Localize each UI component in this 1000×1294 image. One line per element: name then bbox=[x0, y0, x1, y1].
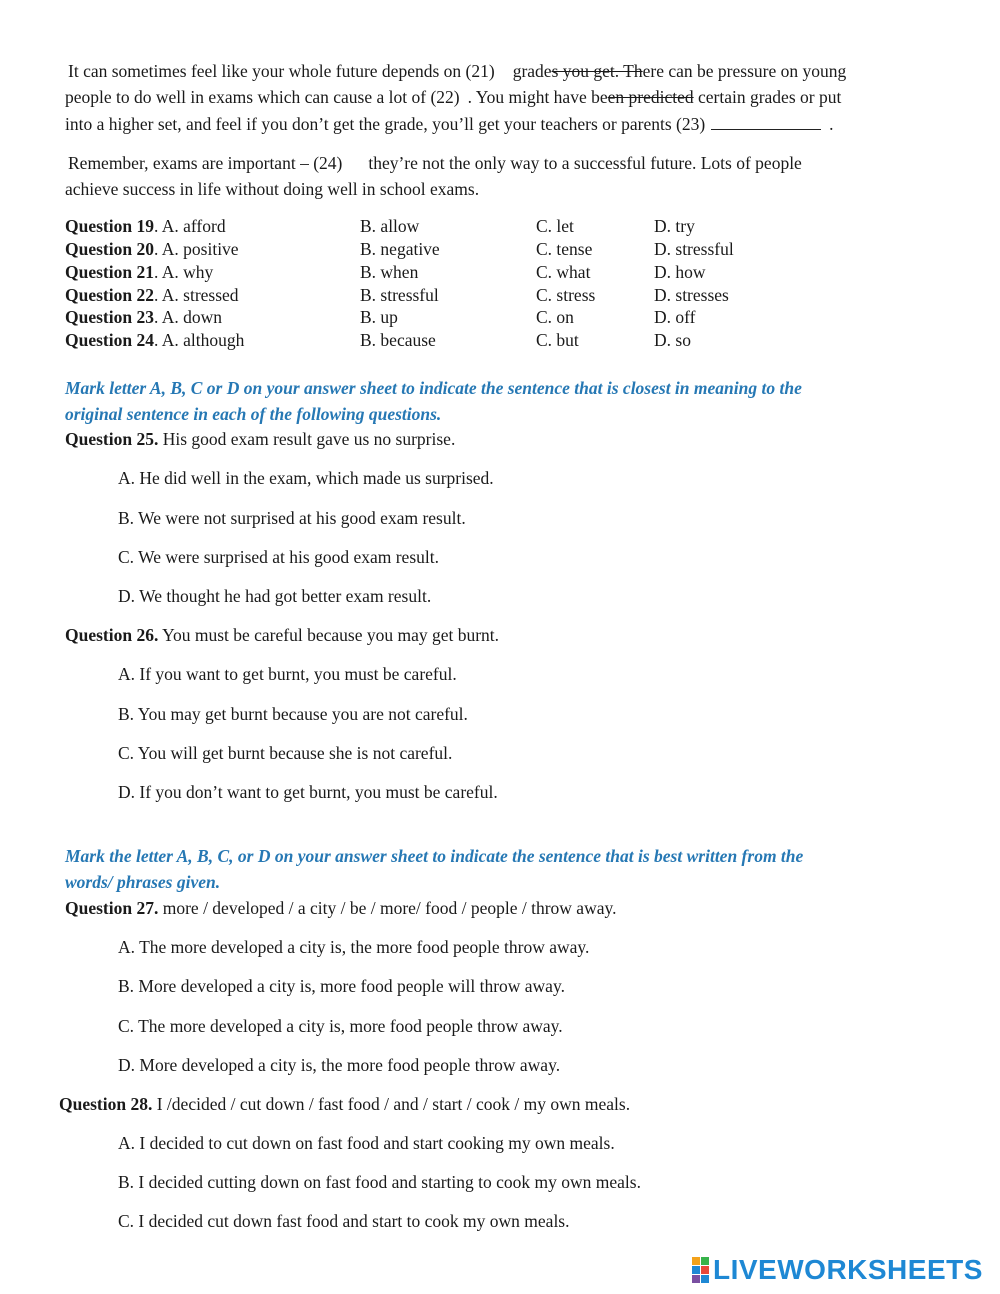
q26-option-b[interactable]: B. You may get burnt because you are not careful. bbox=[118, 704, 468, 724]
passage-line-2: people to do well in exams which can cause a lot of (22) . You might have been predicted certain grades or put bbox=[65, 87, 842, 107]
option-a[interactable]: . A. stressed bbox=[153, 285, 239, 305]
question-25-stem: Question 25. His good exam result gave us no surprise. bbox=[65, 429, 456, 449]
q25-option-d[interactable]: D. We thought he had got better exam result. bbox=[118, 586, 432, 606]
option-d[interactable]: D. how bbox=[654, 262, 706, 282]
q27-option-a[interactable]: A. The more developed a city is, the more food people throw away. bbox=[118, 937, 590, 957]
option-c[interactable]: C. but bbox=[536, 330, 579, 350]
q27-option-d[interactable]: D. More developed a city is, the more food people throw away. bbox=[118, 1055, 561, 1075]
option-b[interactable]: B. up bbox=[360, 307, 398, 327]
q28-option-a[interactable]: A. I decided to cut down on fast food and start cooking my own meals. bbox=[118, 1133, 615, 1153]
q25-option-a[interactable]: A. He did well in the exam, which made us surprised. bbox=[118, 468, 494, 488]
option-d[interactable]: D. stressful bbox=[654, 239, 734, 259]
passage-line-5: achieve success in life without doing well in school exams. bbox=[65, 179, 480, 199]
option-d[interactable]: D. off bbox=[654, 307, 696, 327]
option-d[interactable]: D. try bbox=[654, 216, 695, 236]
section-instruction-2: Mark the letter A, B, C, or D on your answer sheet to indicate the sentence that is best written from the words/ phrases given. bbox=[65, 846, 804, 892]
option-c[interactable]: C. tense bbox=[536, 239, 593, 259]
q26-option-c[interactable]: C. You will get burnt because she is not careful. bbox=[118, 743, 453, 763]
passage-line-4: Remember, exams are important – (24) they’re not the only way to a successful future. Lots of people bbox=[68, 153, 802, 173]
option-b[interactable]: B. allow bbox=[360, 216, 420, 236]
logo-mark-icon bbox=[692, 1257, 709, 1283]
option-a[interactable]: . A. why bbox=[153, 262, 214, 282]
q26-option-a[interactable]: A. If you want to get burnt, you must be careful. bbox=[118, 664, 457, 684]
option-c[interactable]: C. on bbox=[536, 307, 574, 327]
option-d[interactable]: D. so bbox=[654, 330, 691, 350]
option-a[interactable]: . A. positive bbox=[153, 239, 239, 259]
q25-option-c[interactable]: C. We were surprised at his good exam result. bbox=[118, 547, 439, 567]
option-b[interactable]: B. stressful bbox=[360, 285, 439, 305]
option-d[interactable]: D. stresses bbox=[654, 285, 729, 305]
logo-text: LIVEWORKSHEETS bbox=[713, 1254, 983, 1285]
option-c[interactable]: C. let bbox=[536, 216, 574, 236]
answer-blank-23[interactable] bbox=[711, 115, 821, 130]
q28-option-b[interactable]: B. I decided cutting down on fast food and starting to cook my own meals. bbox=[118, 1172, 641, 1192]
section-instruction-1: Mark letter A, B, C or D on your answer sheet to indicate the sentence that is closest in meaning to the original sentence in each of the following questions. bbox=[65, 378, 802, 424]
option-b[interactable]: B. negative bbox=[360, 239, 440, 259]
option-c[interactable]: C. what bbox=[536, 262, 591, 282]
question-27-stem: Question 27. more / developed / a city / be / more/ food / people / throw away. bbox=[65, 898, 617, 918]
q27-option-b[interactable]: B. More developed a city is, more food people will throw away. bbox=[118, 976, 565, 996]
q26-option-d[interactable]: D. If you don’t want to get burnt, you must be careful. bbox=[118, 782, 498, 802]
option-b[interactable]: B. when bbox=[360, 262, 419, 282]
q28-option-c[interactable]: C. I decided cut down fast food and start to cook my own meals. bbox=[118, 1211, 570, 1231]
liveworksheets-logo bbox=[692, 1255, 983, 1285]
q25-option-b[interactable]: B. We were not surprised at his good exam result. bbox=[118, 508, 466, 528]
option-c[interactable]: C. stress bbox=[536, 285, 596, 305]
option-a[interactable]: . A. although bbox=[153, 330, 245, 350]
passage-line-1: It can sometimes feel like your whole future depends on (21) grades you get. There can be pressure on young bbox=[68, 61, 847, 81]
question-26-stem: Question 26. You must be careful because you may get burnt. bbox=[65, 625, 500, 645]
q27-option-c[interactable]: C. The more developed a city is, more food people throw away. bbox=[118, 1016, 563, 1036]
option-b[interactable]: B. because bbox=[360, 330, 436, 350]
option-a[interactable]: . A. down bbox=[153, 307, 223, 327]
question-28-stem: Question 28. I /decided / cut down / fast food / and / start / cook / my own meals. bbox=[59, 1094, 631, 1114]
passage-line-3: into a higher set, and feel if you don’t get the grade, you’ll get your teachers or parents (23) . bbox=[65, 114, 834, 134]
option-a[interactable]: . A. afford bbox=[153, 216, 226, 236]
